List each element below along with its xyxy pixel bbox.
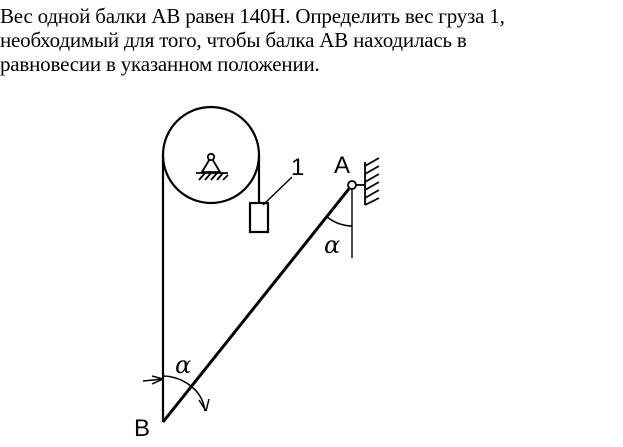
load-1 [250,203,268,232]
point-b-label: B [134,415,151,442]
wall-support-icon [365,158,379,205]
problem-line-1: Вес одной балки АВ равен 140Н. Определить вес груза 1, [0,4,505,28]
angle-arc-a [326,216,352,226]
hinge-a [348,181,356,189]
problem-line-2: необходимый для того, чтобы балка АВ находилась в [0,28,467,52]
point-a-label: A [334,152,351,179]
angle-label-b: α [175,351,192,379]
arrow-left-icon [143,376,163,384]
problem-line-3: равновесии в указанном положении. [0,52,320,76]
load-number-label: 1 [291,154,305,181]
angle-label-a: α [324,231,341,259]
arrow-right-icon [192,387,209,411]
pulley-support-icon [196,154,228,180]
load-leader-line [263,177,292,205]
